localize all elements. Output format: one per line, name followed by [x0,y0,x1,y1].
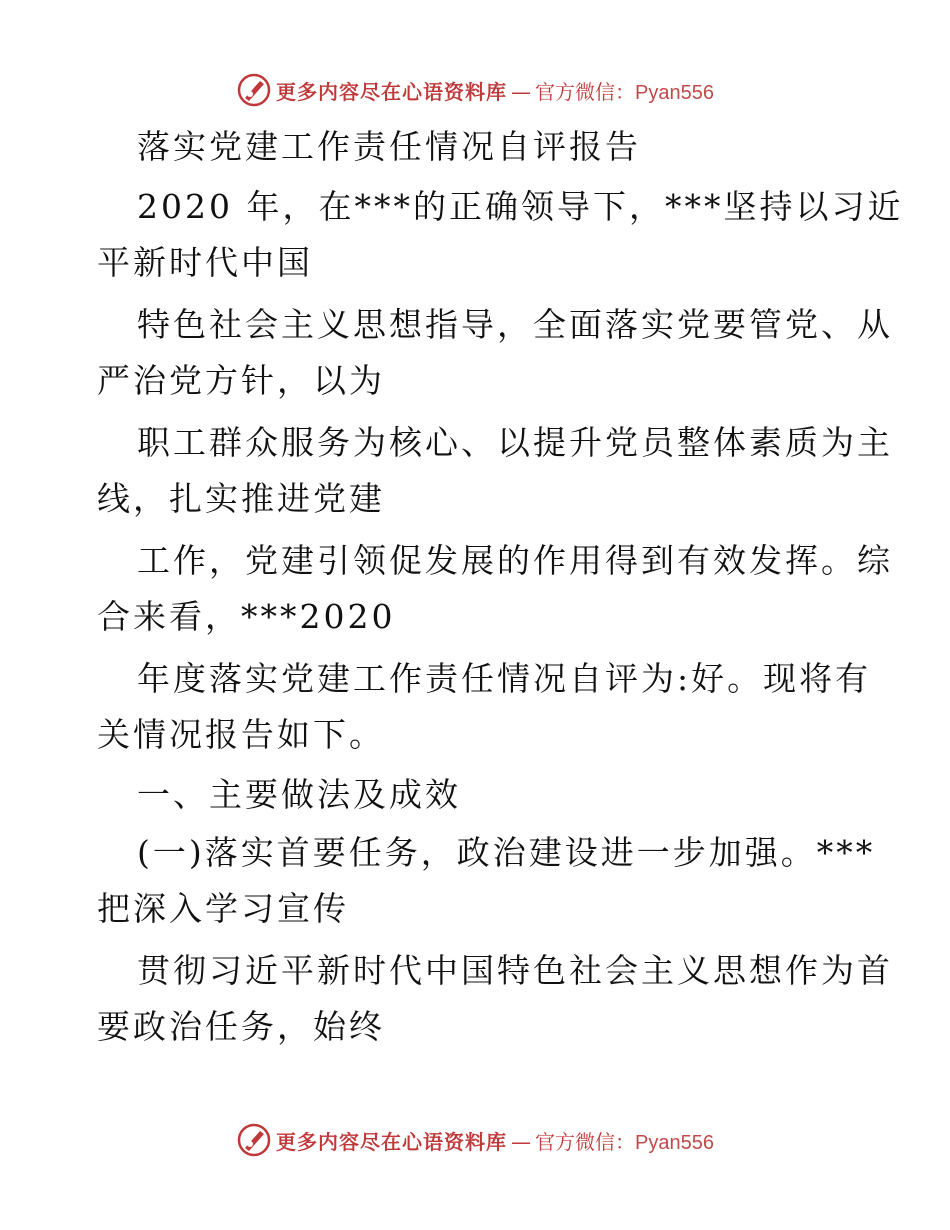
paragraph-line: 工作，党建引领促发展的作用得到有效发挥。综 [137,541,893,580]
footer-banner [0,1120,950,1160]
banner-text [276,76,714,105]
paragraph-line: 线，扎实推进党建 [97,479,385,518]
paragraph-line: 年度落实党建工作责任情况自评为:好。现将有 [137,659,872,698]
paragraph-line: 职工群众服务为核心、以提升党员整体素质为主 [137,423,893,462]
banner-lead: 更多内容尽在心语资料库 [276,1129,508,1154]
banner-separator: — [511,1129,532,1154]
pen-logo-icon [236,1122,272,1158]
paragraph-line: 要政治任务，始终 [97,1007,385,1046]
paragraph-line: 关情况报告如下。 [97,715,385,754]
paragraph-line: 2020 年，在***的正确领导下，***坚持以习近 [137,187,904,226]
paragraph-line: 合来看，***2020 [97,597,396,636]
header-banner [0,70,950,110]
banner-text [276,1126,714,1155]
banner-lead: 更多内容尽在心语资料库 [276,79,508,104]
banner-tail: 官方微信： [535,1129,636,1154]
section-heading: 一、主要做法及成效 [137,775,461,814]
banner-wechat-id: Pyan556 [635,1131,714,1154]
paragraph-line: 严治党方针，以为 [97,361,385,400]
pen-logo-icon [236,72,272,108]
document-title: 落实党建工作责任情况自评报告 [137,127,641,166]
paragraph-line: (一)落实首要任务，政治建设进一步加强。*** [137,833,876,872]
paragraph-line: 特色社会主义思想指导，全面落实党要管党、从 [137,305,893,344]
paragraph-line: 贯彻习近平新时代中国特色社会主义思想作为首 [137,951,893,990]
banner-separator: — [511,79,532,104]
banner-wechat-id: Pyan556 [635,81,714,104]
banner-tail: 官方微信： [535,79,636,104]
paragraph-line: 平新时代中国 [97,243,313,282]
paragraph-line: 把深入学习宣传 [97,889,349,928]
